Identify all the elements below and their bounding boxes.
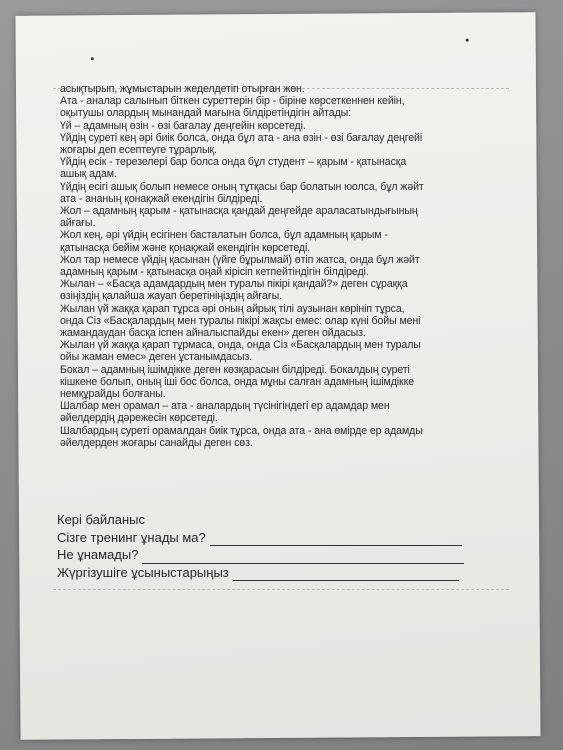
document-line: Шалбардың суреті орамалдан биік тұрса, онда ата - ана өмірде ер адамды [60, 424, 423, 437]
feedback-title: Кері байланыс [57, 512, 146, 527]
document-line: асықтырып, жұмыстарын жеделдетіп отырған жөн. [60, 83, 305, 95]
document-line: кішкене болып, оның іші бос болса, онда мұны салған адамның ішімдікке [60, 375, 415, 388]
feedback-question-suggestions [57, 564, 497, 582]
document-line: жамандаудан басқа іспен айналыспайды екен» деген ойдасыз. [60, 327, 366, 340]
document-line: Жылан – «Басқа адамдардың мен туралы пікірі қандай?» деген сұраққа [60, 278, 408, 291]
document-line: Үй – адамның өзін - өзі бағалау деңгейін көрсетеді. [60, 119, 306, 132]
document-line: Жылан үй жаққа қарап тұрса әрі оның айрық тілі аузынан көрініп тұрса, [60, 302, 405, 315]
paper-speck [466, 39, 469, 42]
document-line: айғағы. [60, 217, 96, 230]
document-line: әйелдердің дәрежесін көрсетеді. [60, 412, 218, 425]
document-line: жоғары деп есептеуге тұрарлық. [60, 144, 217, 157]
document-line: Үйдің есігі ашық болып немесе оның тұтқасы бар болатын юолса, бұл жәйт [60, 180, 424, 193]
feedback-question-label: Не ұнамады? [57, 547, 139, 562]
feedback-question-label: Сізге тренинг ұнады ма? [57, 529, 206, 545]
document-line: өзіңіздің қалайша жауап беретініңіздің айғағы. [60, 290, 282, 303]
document-line: ойы жаман емес» деген ұстанымдасыз. [60, 351, 253, 364]
document-line: Жол кең, әрі үйдің есігінен басталатын болса, бұл адамның қарым - [60, 229, 388, 242]
document-line: Үйдің есік - терезелері бар болса онда бұл студент – қарым - қатынасқа [60, 156, 407, 169]
paper-speck [91, 57, 94, 60]
document-line: немқұрайды болғаны. [60, 388, 166, 401]
document-body [60, 83, 505, 449]
document-line: Шалбар мен орамал – ата - аналардың түсінігіндегі ер адамдар мен [60, 400, 390, 413]
feedback-question-disliked [57, 546, 497, 564]
feedback-section [57, 511, 497, 581]
document-line: ата - ананың қонақжай екендігін білдіреді. [60, 192, 263, 205]
document-line: онда Сіз «Басқалардың мен туралы пікірі жақсы емес: олар күні бойы мені [60, 314, 421, 327]
feedback-question-label: Жүргізушіге ұсыныстарыңыз [57, 564, 229, 580]
document-line: оқытушы олардың мынандай мағына білдіретіндігін айтады: [60, 107, 352, 120]
feedback-question-liked [57, 529, 497, 547]
document-line: қатынасқа бейім және қонақжай екендігін көрсетеді. [60, 241, 311, 254]
answer-blank-line[interactable] [142, 552, 464, 564]
document-line: адамның қарым - қатынасқа оңай кірісіп кетпейтіндігін білдіреді. [60, 266, 369, 279]
document-line: Жылан үй жаққа қарап тұрмаса, онда, онда Сіз «Басқалардың мен туралы [60, 339, 421, 352]
document-line: Жол – адамның қарым - қатынасқа қандай деңгейде араласатындығының [60, 205, 418, 218]
document-line: Жол тар немесе үйдің қасынан (үйге бұрылмай) өтіп жатса, онда бұл жәйт [60, 253, 420, 266]
document-line: Бокал – адамның ішімдікке деген көзқарасын білдіреді. Бокалдың суреті [60, 363, 410, 376]
answer-blank-line[interactable] [233, 569, 459, 581]
document-line: әйелдерден жоғары санайды деген сөз. [60, 436, 253, 449]
document-line: Үйдің суреті кең әрі биік болса, онда бұл ата - ана өзін - өзі бағалау деңгейі [60, 131, 423, 144]
answer-blank-line[interactable] [210, 534, 462, 546]
document-line: Ата - аналар салынып біткен суреттерін бір - біріне көрсеткеннен кейін, [60, 95, 405, 108]
document-line: ашық адам. [60, 168, 117, 181]
